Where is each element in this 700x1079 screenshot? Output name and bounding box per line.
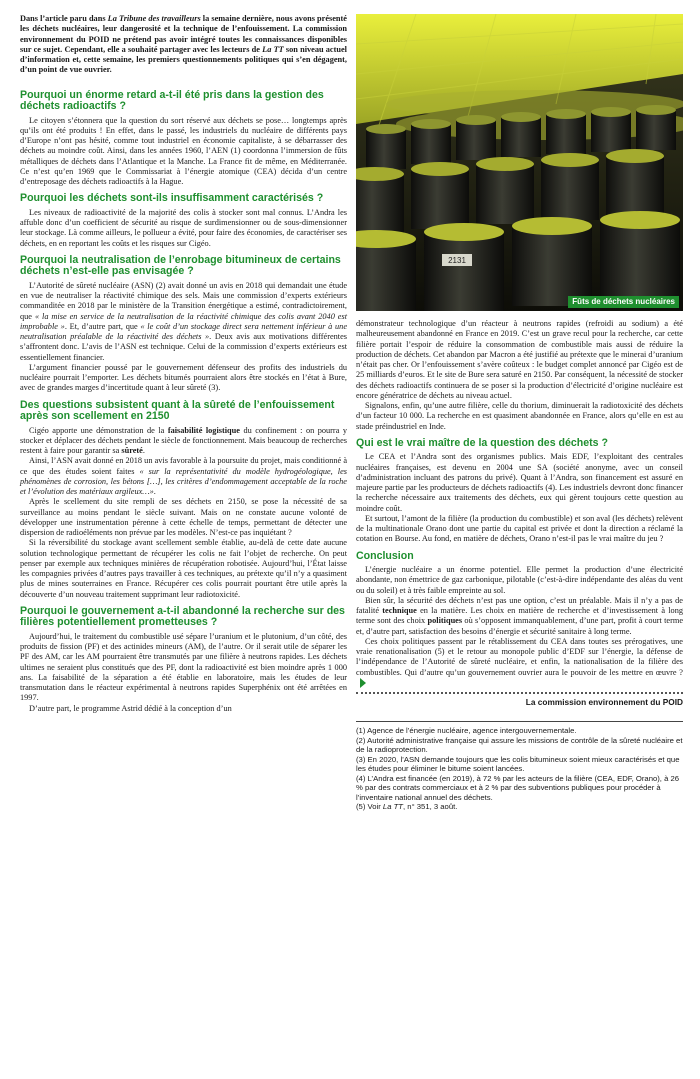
paragraph: Et surtout, l’amont de la filière (la production du combustible) et son aval (les déchets) relèvent de la multinationale Orano dont une partie du capital est privée et dont la direction a réclamé la cotation en Bourse. Au fond, en matière de déchets, Orano n’est-il pas le vrai maître du jeu ? xyxy=(356,513,683,544)
footnote: (3) En 2020, l’ASN demande toujours que les colis bitumineux soient mieux caractérisés et que les études pour éliminer le bitume soient lancées. xyxy=(356,754,680,774)
paragraph: Après le scellement du site rempli de ses déchets en 2150, se pose la nécessité de sa surveillance au moins pendant le siècle suivant. Mais on ne constate aucune volonté de développer une instrumentation pérenne à cette échelle de temps, permettant de détecter une dispersion de radioéléments non prévue par les modèles. N’est-ce pas inquiétant ? xyxy=(20,497,347,537)
paragraph: D’autre part, le programme Astrid dédié à la conception d’un xyxy=(29,703,232,713)
paragraph: L’argument financier poussé par le gouvernement défenseur des profits des industriels du nucléaire pourrait l’emporter. Les déchets bitumés pourraient alors être stockés en l’état à Bure, avec de grandes marges d’incertitude quant à leur sûreté (3). xyxy=(20,362,347,393)
heading-research: Pourquoi le gouvernement a-t-il abandonné la recherche sur des filières potentiellement prometteuses ? xyxy=(20,604,345,629)
footnotes xyxy=(356,721,683,812)
section-bitumen xyxy=(20,255,347,394)
paragraph: Ces choix politiques passent par le rétablissement du CEA dans toutes ses prérogatives, une vraie renationalisation (5) et le retour au monopole public d’EDF sur l’énergie, la défense de l’indépendance de l’Autorité de sûreté nucléaire, et enfin, la nationalisation de la filière des combustibles. Qui d’autre qu’un gouvernement ouvrier aura le pouvoir de les mettre en œuvre ? xyxy=(356,637,683,688)
photo-caption: Fûts de déchets nucléaires xyxy=(568,296,679,308)
section-master xyxy=(356,438,683,545)
paragraph: L’énergie nucléaire a un énorme potentiel. Elle permet la production d’une électricité abondante, non émettrice de gaz carbonique, pilotable (c’est-à-dire indépendante des aléas du vent ou du soleil) et à très faible empreinte au sol. xyxy=(356,565,683,595)
footnote: (5) Voir La TT, n° 351, 3 août. xyxy=(356,802,458,812)
paragraph: Bien sûr, la sécurité des déchets n’est pas une option, c’est un préalable. Mais il n’y a pas de fatalité technique en la matière. Les choix en matière de recherche et d’investissement à long terme sont des choix politiques où s’opposent immanquablement, d’une part, profit à court terme et, d’autre part, satisfaction des besoins d’énergie et sécurité sanitaire à long terme. xyxy=(356,595,684,636)
footnote: (4) L’Andra est financée (en 2019), à 72 % par les acteurs de la filière (CEA, EDF, Orano), à 26 % par des contrats commerciaux et à 2 % par des subventions publiques pour procéder à l’inventaire national annuel des déchets. xyxy=(356,773,680,802)
paragraph: Aujourd’hui, le traitement du combustible usé sépare l’uranium et le plutonium, d’un côté, des produits de fission (PF) et des actinides mineurs (AM), de l’autre. Or il serait utile de séparer les PF des AM, car les AM pourraient être transmutés par une filière à neutrons rapides. Les déchets ultimes ne seraient plus constitués que des PF, dont la radioactivité est bien moindre après 1 000 ans. La faisabilité de la séparation a été établie en laboratoire, mais les études de leur transmutation dans le réacteur expérimental à neutrons rapides Superphénix ont été arrêtées en 1997. xyxy=(20,631,347,703)
heading-safety: Des questions subsistent quant à la sûreté de l’enfouissement après son scellement en 2150 xyxy=(20,398,335,422)
paragraph: L’Autorité de sûreté nucléaire (ASN) (2) avait donné un avis en 2018 qui demandait une étude en vue de neutraliser la réactivité chimique des sels. Mais une commission d’experts extérieurs commanditée en 2018 par le ministère de la Transition énergétique a estimé, contradictoirement, que « la mise en service de la neutralisation de la réactivité chimique des colis avant 2040 est improbable ». Et, d’autre part, que « le coût d’un stockage direct sera nettement inférieur à une neutralisation préalable de la réactivité des déchets ». Deux avis aux motivations différentes s’affrontent donc. L’avis de l’ASN est technique. Celui de la commission d’experts extérieurs est essentiellement financier. xyxy=(20,280,348,362)
article-signature: La commission environnement du POID xyxy=(356,692,683,707)
section-characterization xyxy=(20,193,347,249)
right-column xyxy=(356,14,683,812)
heading-bitumen: Pourquoi la neutralisation de l’enrobage bitumineux de certains déchets n’est-elle pas envisagée ? xyxy=(20,253,341,278)
paragraph: Si la réversibilité du stockage avant scellement semble établie, au-delà de cette date aucune solution technologique permettant de récupérer les colis ne fait l’objet de recherche. On peut penser par exemple aux techniques minières de récupération robotisée. Aujourd’hui, l’État laisse les compagnies privées d’autres pays travailler à ces techniques, au prétexte qu’il n’y a quasiment plus de mines souterraines en France. Récupérer ces colis pourrait pourtant être utile après la découverte d’un nouveau traitement supprimant leur radiotoxicité. xyxy=(20,538,347,599)
heading-characterization: Pourquoi les déchets sont-ils insuffisamment caractérisés ? xyxy=(20,192,324,205)
paragraph: Cigéo apporte une démonstration de la faisabilité logistique du confinement : on pourra y stocker et déplacer des déchets pendant le siècle de fonctionnement. Mais beaucoup de recherches restent à faire pour garantir sa sûreté. xyxy=(20,425,347,455)
article-intro: Dans l’article paru dans La Tribune des travailleurs la semaine dernière, nous avons présenté les déchets nucléaires, leur dangerosité et la technique de l’enfouissement. La commission environnement du POID ne prétend pas avoir intégré toutes les connaissances disponibles sur ce sujet. Cependant, elle a souhaité partager avec les lecteurs de La TT son niveau actuel d’information et, cette semaine, les premiers questionnements politiques qui s’en dégagent, d’un point de vue ouvrier. xyxy=(20,14,347,75)
section-delay xyxy=(20,90,347,188)
footnote: (2) Autorité administrative française qui assure les missions de contrôle de la sûreté nucléaire et de la radioprotection. xyxy=(356,735,683,755)
paragraph: Le CEA et l’Andra sont des organismes publics. Mais EDF, l’exploitant des centrales nucléaires françaises, est devenu en 2004 une SA (société anonyme, avec un conseil d’administration incluant des patrons du privé). Quant à l’Andra, son financement est assuré en majeure partie par les producteurs de déchets radioactifs (4). Les industriels devront donc financer la recherche nécessaire aux traitements des déchets, eux qui gèrent toujours cette question au moindre coût. xyxy=(356,452,683,513)
end-mark-icon xyxy=(360,678,366,688)
heading-delay: Pourquoi un énorme retard a-t-il été pris dans la gestion des déchets radioactifs ? xyxy=(20,88,324,112)
nuclear-drums-photo xyxy=(356,14,683,311)
heading-conclusion: Conclusion xyxy=(356,549,414,562)
paragraph: Le citoyen s’étonnera que la question du sort réservé aux déchets se pose… longtemps après qu’ils ont été produits ! En effet, dans le passé, les industriels du nucléaire de différents pays d’Europe n’ont pas hésité, comme tout industriel en économie capitaliste, à se débarrasser des déchets au moindre coût. Ainsi, dans les années 1960, l’AEN (1) coordonna l’immersion de fûts métalliques de déchets dans l’Atlantique et la Manche. La France fit de même, en Méditerranée. Ce n’est qu’en 1969 que le Commissariat à l’énergie atomique (CEA) décida d’un centre d’entreposage des déchets radioactifs à la Hague. xyxy=(20,115,347,186)
paragraph: Signalons, enfin, qu’une autre filière, celle du thorium, diminuerait la radiotoxicité des déchets d’un facteur 10 000. La recherche en est quasiment abandonnée en France, alors qu’elle en est au stade préindustriel en Inde. xyxy=(356,401,683,431)
left-column xyxy=(20,14,347,718)
section-safety xyxy=(20,400,347,600)
paragraph: démonstrateur technologique d’un réacteur à neutrons rapides (refroidi au sodium) a été malheureusement abandonné en France en 2019. C’est un grave recul pour la recherche, car cette filière portait l’espoir de réduire la consommation de combustible mais aussi de réduire la production de déchets. Cet abandon par Macron a été justifié au prétexte que le minerai d’uranium n’était pas cher. Or l’enfouissement s’avère coûteux : le budget complet annoncé par Cigéo est de 25 milliards d’euros. Et le site de Bure sera saturé en 2150. Par conséquent, la nécessité de stocker des déchets radioactifs continuera de se poser si la production d’électricité d’origine nucléaire est encore génératrice de déchets au niveau actuel. xyxy=(356,319,683,400)
section-research xyxy=(20,606,347,714)
heading-master: Qui est le vrai maître de la question des déchets ? xyxy=(356,436,608,449)
section-conclusion xyxy=(356,551,683,689)
paragraph: Les niveaux de radioactivité de la majorité des colis à stocker sont mal connus. L’Andra les affuble donc d’un coefficient de sécurité au risque de surdimensionner ou de sous-dimensionner leur stockage. Là comme ailleurs, le pollueur a évité, pour faire des économies, de caractériser ses déchets, en en reportant les coûts et les risques sur Cigéo. xyxy=(20,207,347,248)
drums-illustration xyxy=(356,14,683,311)
footnote: (1) Agence de l’énergie nucléaire, agence intergouvernementale. xyxy=(356,726,577,736)
paragraph: Ainsi, l’ASN avait donné en 2018 un avis favorable à la poursuite du projet, mais conditionné à ce que des études soient faites « sur la représentativité du modèle hydrogéologique, les phénomènes de corrosion, les bétons […], les critères d’endommagement acceptable de la roche et l’évolution des matériaux argileux…». xyxy=(20,456,347,496)
drum-label: 2131 xyxy=(448,256,466,265)
